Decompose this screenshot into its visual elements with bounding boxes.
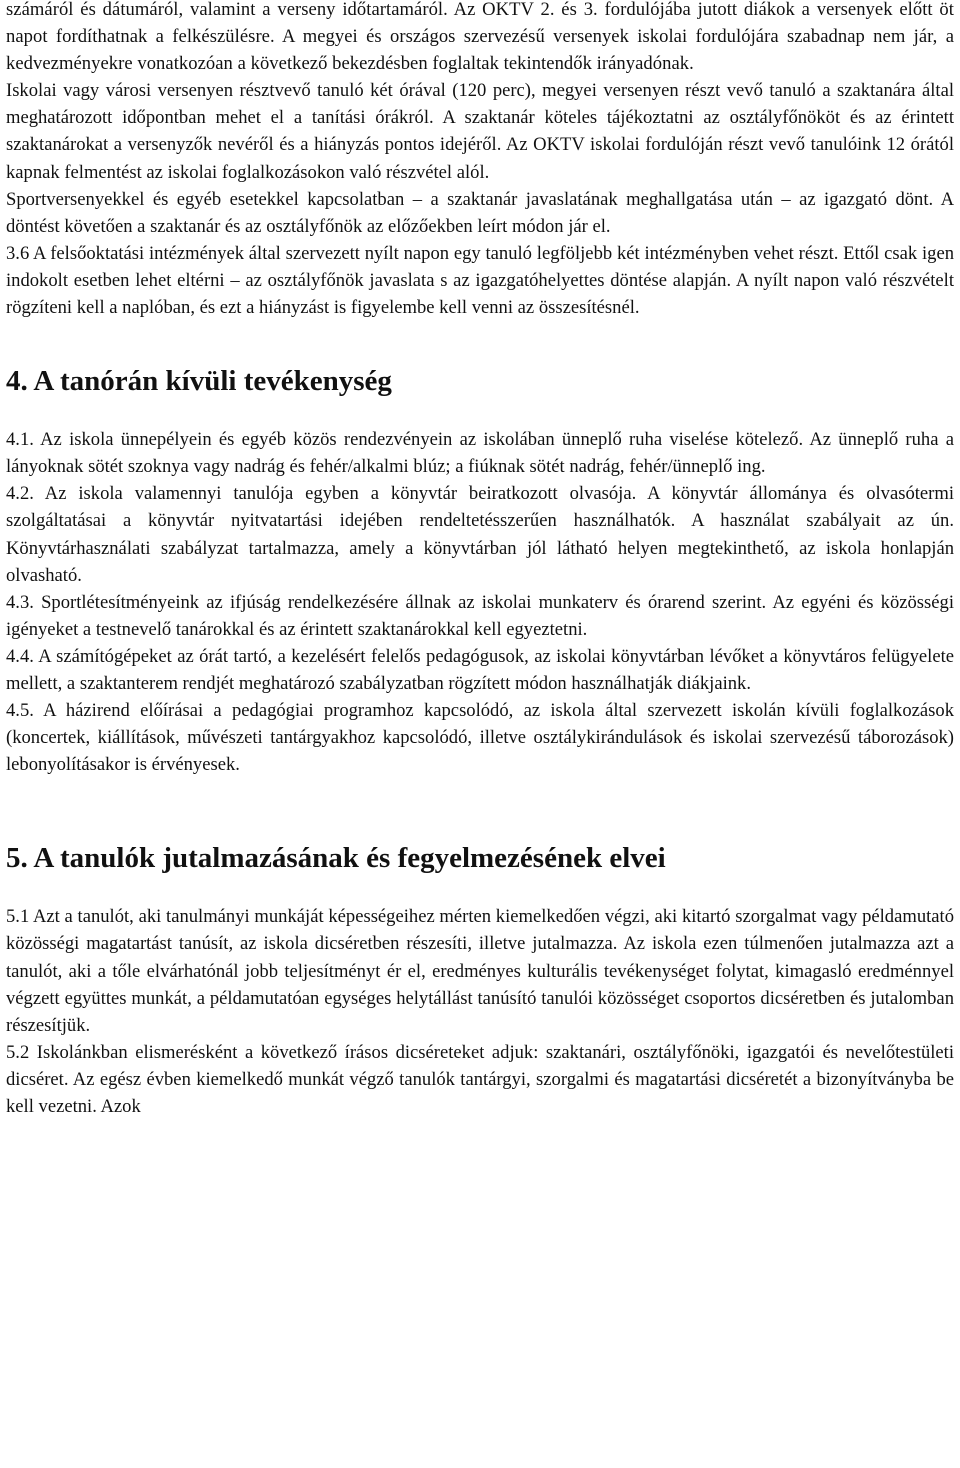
section-heading-4: 4. A tanórán kívüli tevékenység — [6, 365, 392, 398]
section-heading-5: 5. A tanulók jutalmazásának és fegyelmezésének elvei — [6, 842, 666, 875]
paragraph-4-3: 4.3. Sportlétesítményeink az ifjúság rendelkezésére állnak az iskolai munkaterv és órarend szerint. Az egyéni és közösségi igényeket a testnevelő tanárokkal és az érintett szaktanárokkal kell egyeztetni. — [6, 591, 954, 640]
document-page — [6, 0, 954, 1120]
paragraph-4-4: 4.4. A számítógépeket az órát tartó, a kezelésért felelős pedagógusok, az iskolai könyvtárban lévőket a könyvtáros felügyelete mellett, a szaktanterem rendjét meghatározó szabályzatban rögzített módon használhatják diákjaink. — [6, 645, 954, 694]
paragraph-4-5: 4.5. A házirend előírásai a pedagógiai programhoz kapcsolódó, az iskola által szervezett iskolán kívüli foglalkozások (koncertek, kiállítások, művészeti tantárgyakhoz kapcsolódó, illetve osztálykirándulások és iskolai szervezésű táborozások) lebonyolításakor is érvényesek. — [6, 700, 954, 776]
paragraph-3-6: 3.6 A felsőoktatási intézmények által szervezett nyílt napon egy tanuló legföljebb két intézményben vehet részt. Ettől csak igen indokolt esetben lehet eltérni – az osztályfőnök javaslata s az igazgatóhelyettes döntése alapján. A nyílt napon való részvételt rögzíteni kell a naplóban, és ezt a hiányzást is figyelembe kell venni az összesítésnél. — [6, 242, 954, 319]
paragraph: Iskolai vagy városi versenyen résztvevő tanuló két órával (120 perc), megyei versenyen részt vevő tanuló a szaktanára által meghatározott időpontban mehet el a tanítási órákról. A szaktanár köteles tájékoztatni az osztályfőnököt és az érintett szaktanárokat a versenyzők nevéről és a hiányzás pontos idejéről. Az OKTV iskolai fordulóján részt vevő tanulóink 12 órától kapnak felmentést az iskolai foglalkozásokon való részvétel alól. — [6, 80, 954, 183]
paragraph-5-2: 5.2 Iskolánkban elismerésként a következő írásos dicséreteket adjuk: szaktanári, osztályfőnöki, igazgatói és nevelőtestületi dicséret. Az egész évben kiemelkedő munkát végző tanulók tantárgyi, szorgalmi és magatartási dicséretét a bizonyítványba be kell vezetni. Azok — [6, 1041, 954, 1117]
paragraph-4-2: 4.2. Az iskola valamennyi tanulója egyben a könyvtár beiratkozott olvasója. A könyvtár állománya és olvasótermi szolgáltatásai a könyvtár nyitvatartási idejében rendeltetésszerűen használhatók. A használat szabályait az ún. Könyvtárhasználati szabályzat tartalmazza, amely a könyvtárban jól látható helyen megtekinthető, az iskola honlapján olvasható. — [6, 483, 954, 586]
paragraph-4-1: 4.1. Az iskola ünnepélyein és egyéb közös rendezvényein az iskolában ünneplő ruha viselése kötelező. Az ünneplő ruha a lányoknak sötét szoknya vagy nadrág és fehér/alkalmi blúz; a fiúknak sötét nadrág, fehér/ünneplő ing. — [6, 429, 954, 478]
paragraph: Sportversenyekkel és egyéb esetekkel kapcsolatban – a szaktanár javaslatának meghallgatása után – az igazgató dönt. A döntést követően a szaktanár és az osztályfőnök az előzőekben leírt módon jár el. — [6, 188, 954, 237]
paragraph: számáról és dátumáról, valamint a verseny időtartamáról. Az OKTV 2. és 3. fordulójába jutott diákok a versenyek előtt öt napot fordíthatnak a felkészülésre. A megyei és országos szervezésű versenyek iskolai fordulójára szabadnap nem jár, a kedvezményekre vonatkozóan a következő bekezdésben foglaltak tekintendők irányadónak. — [6, 0, 954, 75]
paragraph-5-1: 5.1 Azt a tanulót, aki tanulmányi munkáját képességeihez mérten kiemelkedően végzi, aki kitartó szorgalmat vagy példamutató közösségi magatartást tanúsít, az iskola dicséretben részesíti, illetve jutalmazza. Az iskola ezen túlmenően jutalmazza azt a tanulót, aki a tőle elvárhatónál jobb teljesítményt ér el, eredményes kulturális tevékenységet folytat, kimagasló eredménnyel végzett együttes munkát, a példamutatóan egységes helytállást tanúsító tanulói közösséget csoportos dicséretben és jutalomban részesítjük. — [6, 906, 954, 1036]
